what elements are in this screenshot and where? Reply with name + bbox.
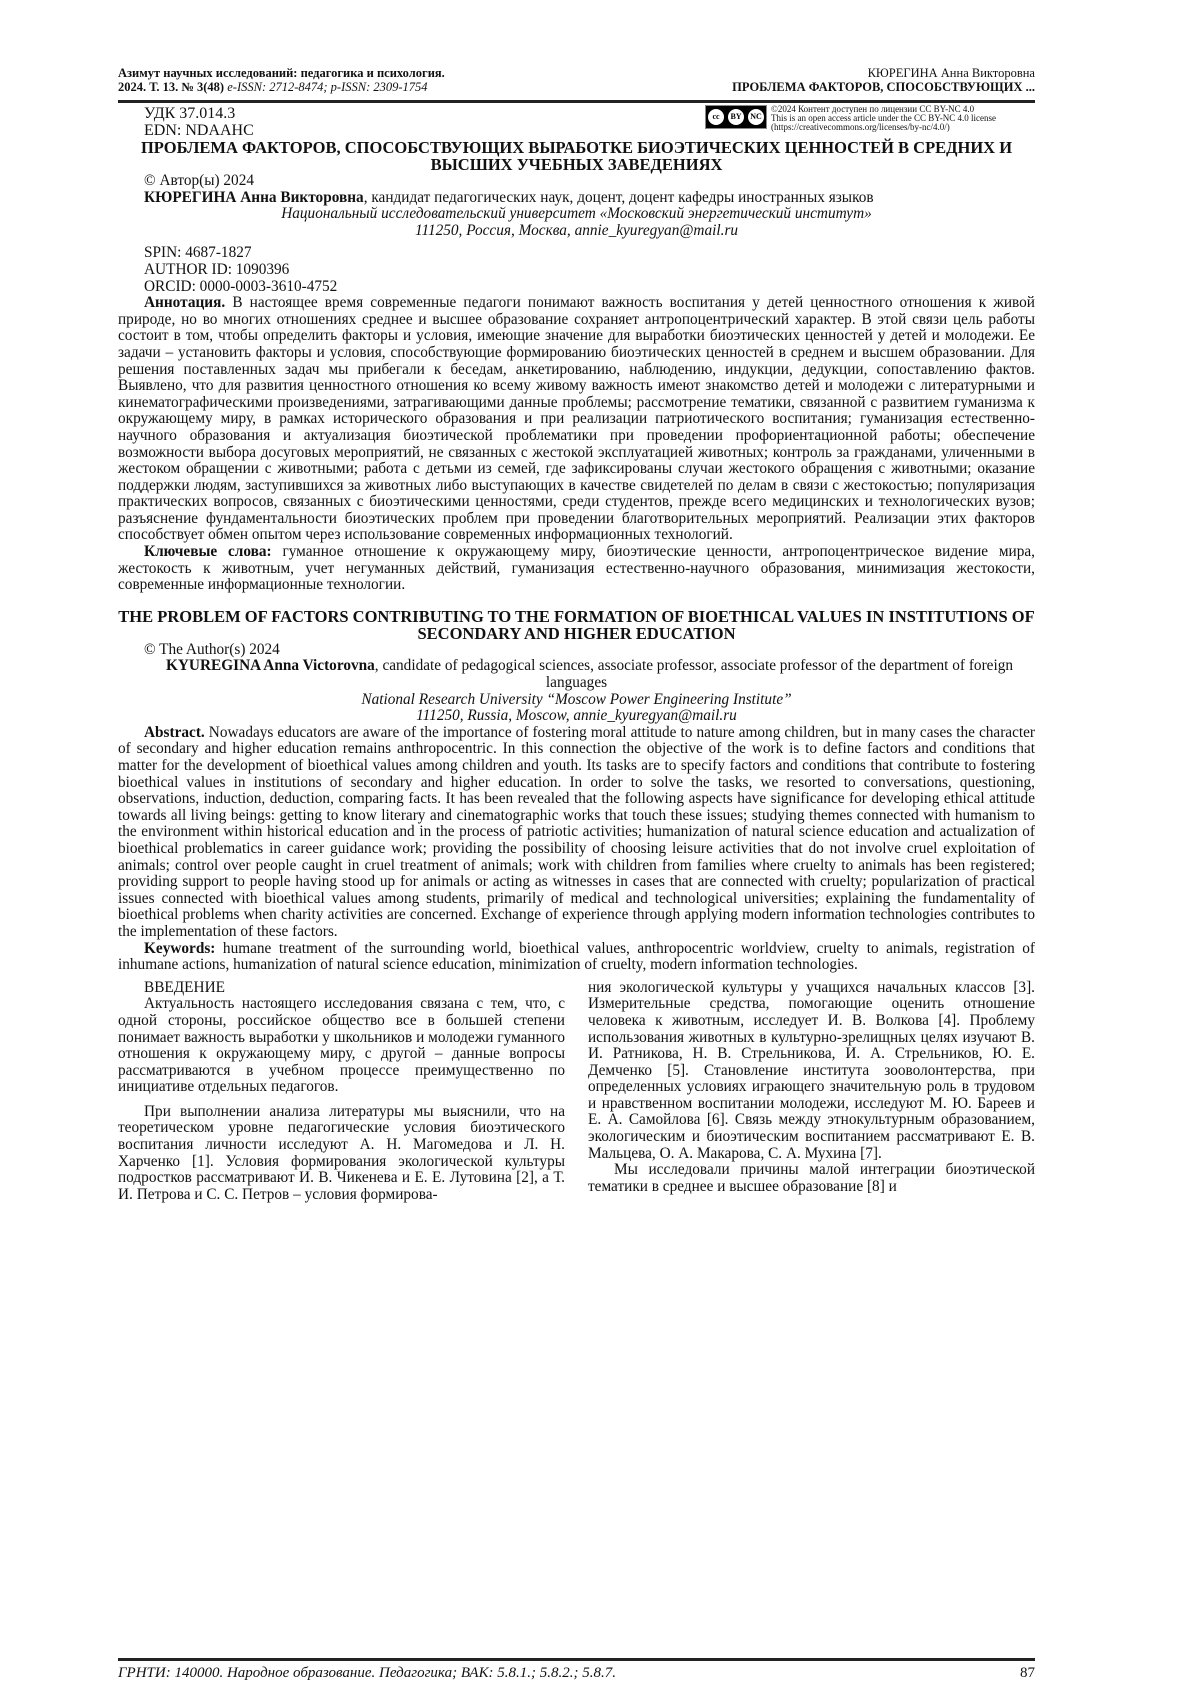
body-paragraph: Мы исследовали причины малой интеграции биоэтической тематики в среднее и высшее образование [8] и [588,1161,1035,1195]
affiliation-en: National Research University “Moscow Power Engineering Institute” [361,690,792,708]
license-link[interactable]: (https://creativecommons.org/licenses/by-nc/4.0/) [771,122,950,132]
author-ru: КЮРЕГИНА Анна Викторовна, кандидат педагогических наук, доцент, доцент кафедры иностранных языков [144,188,874,206]
keywords-en: Keywords: humane treatment of the surrounding world, bioethical values, anthropocentric worldview, cruelty to animals, registration of inhumane actions, humanization of natural science education, minimization of cruelty, modern information technologies. [118,939,1035,974]
cc-by-nc-badge-icon: cc BY NC [705,105,767,129]
keywords-ru: Ключевые слова: гуманное отношение к окружающему миру, биоэтические ценности, антропоцентрическое видение мира, жестокость к животным, учет негуманных действий, гуманизация естественно-научного образования, минимизация жестокости, современные информационные технологии. [118,543,1035,594]
body-paragraph: ния экологической культуры у учащихся начальных классов [3]. Измерительные средства, помогающие оценить отношение человека к животным, исследует И. В. Волкова [4]. Проблему использования животных в культурно-зрелищных целях изучают В. И. Ратникова, Н. В. Стрельникова, И. А. Стрельников, Ю. Е. Демченко [5]. Становление института зооволонтерства, при определенных условиях играющего значительную роль в трудовом и нравственном воспитании молодежи, исследуют М. Ю. Бареев и Е. А. Самойлова [6]. Связь между этнокультурным образованием, экологическим и биоэтическим воспитанием рассматривают Е. В. Мальцева, О. А. Макарова, С. А. Мухина [7]. [588,978,1035,1162]
body-paragraph: При выполнении анализа литературы мы выяснили, что на теоретическом уровне педагогические условия биоэтического воспитания личности исследуют А. Н. Магомедова и Л. Н. Харченко [1]. Условия формирования экологической культуры подростков рассматривают И. В. Чикенева и Е. Е. Лутовина [2], а Т. И. Петрова и С. С. Петров – условия формирова- [118,1102,565,1203]
license-block: cc BY NC ©2024 Контент доступен по лицензии CC BY-NC 4.0 This is an open access article under the CC BY-NC 4.0 license (https://creativecommons.org/licenses/by-nc/4.0/) [705,105,1035,139]
body-paragraph: Актуальность настоящего исследования связана с тем, что, с одной стороны, российское общество все в большей степени понимает важность выработки у школьников и молодежи гуманного отношения к окружающему миру, с другой – данные вопросы рассматриваются в учебном процессе преимущественно по инициативе отдельных педагогов. [118,995,565,1096]
article-page [118,66,1035,1203]
author-id: AUTHOR ID: 1090396 [144,260,290,278]
issue-info: 2024. Т. 13. № 3(48) [118,80,225,94]
author-en: KYUREGINA Anna Victorovna, candidate of pedagogical sciences, associate professor, associate professor of the department of foreign languages [165,657,1014,692]
right-column [588,980,1035,1204]
issn-info: e-ISSN: 2712-8474; p-ISSN: 2309-1754 [224,80,428,94]
header-author: КЮРЕГИНА Анна Викторовна [867,66,1035,80]
abstract-ru: Аннотация. В настоящее время современные педагоги понимают важность воспитания у детей ценностного отношения к живой природе, но во многих отношениях среднее и высшее образование сохраняет антропоцентрический характер. В этой связи цель работы состоит в том, чтобы определить факторы и условия, имеющие значение для выработки биоэтических ценностей у детей и молодежи. Ее задачи – установить факторы и условия, способствующие формированию биоэтических ценностей в среднем и высшем образовании. Для решения поставленных задач мы прибегали к беседам, анкетированию, наблюдению, индукции, дедукции, сопоставлению фактов. Выявлено, что для развития ценностного отношения ко всему живому важность имеют знакомство детей и молодежи с литературными и кинематографическими произведениями, затрагивающими данные проблемы; рассмотрение тематики, связанной с развитием гуманизма к окружающему миру, в рамках исторического образования и при реализации патриотического воспитания; гуманизация естественно-научного образования и актуализация биоэтической проблематики при проведении профориентационной работы; обеспечение возможности выбора досуговых мероприятий, не связанных с жестокой эксплуатацией животных; контроль за гражданами, уличенными в жестоком обращении с животными; работа с детьми из семей, где зафиксированы случаи жестокого обращения с животными; оказание поддержки людям, заступившихся за животных либо выступающих в качестве свидетелей по делам в связи с жестокостью; популяризация практических вопросов, связанных с биоэтическими ценностями, среди студентов, прежде всего медицинских и технологических вузов; разъяснение фундаментальности биоэтических проблем при проведении благотворительных мероприятий. Реализации этих факторов способствует обмен опытом через использование современных информационных технологий. [118,294,1035,544]
journal-name: Азимут научных исследований: педагогика и психология. [118,66,445,80]
section-heading: ВВЕДЕНИЕ [144,978,225,996]
body-columns [118,980,1035,1204]
edn: EDN: NDAAHC [144,122,254,139]
udk: УДК 37.014.3 [144,105,236,122]
header-short-title: ПРОБЛЕМА ФАКТОРОВ, СПОСОБСТВУЮЩИХ ... [732,80,1035,94]
classification: ГРНТИ: 140000. Народное образование. Педагогика; ВАК: 5.8.1.; 5.8.2.; 5.8.7. [118,1665,617,1681]
header-divider [118,100,1035,103]
address-en: 111250, Russia, Moscow, annie_kyuregyan@mail.ru [416,707,737,725]
page-number: 87 [1020,1665,1035,1681]
copyright-ru: © Автор(ы) 2024 [144,172,254,189]
copyright-en: © The Author(s) 2024 [144,640,280,658]
orcid: ORCID: 0000-0003-3610-4752 [144,277,338,295]
affiliation-ru: Национальный исследовательский университет «Московский энергетический институт» [281,205,872,223]
title-ru: ПРОБЛЕМА ФАКТОРОВ, СПОСОБСТВУЮЩИХ ВЫРАБОТКЕ БИОЭТИЧЕСКИХ ЦЕННОСТЕЙ В СРЕДНИХ И ВЫСШИХ УЧЕБНЫХ ЗАВЕДЕНИЯХ [140,138,1013,174]
page-footer [118,1658,1035,1682]
address-ru: 111250, Россия, Москва, annie_kyuregyan@mail.ru [414,221,739,239]
title-en: THE PROBLEM OF FACTORS CONTRIBUTING TO THE FORMATION OF BIOETHICAL VALUES IN INSTITUTIONS OF SECONDARY AND HIGHER EDUCATION [118,606,1035,643]
running-header [118,66,1035,94]
left-column [118,980,565,1204]
spin: SPIN: 4687-1827 [144,244,252,262]
abstract-en: Abstract. Nowadays educators are aware of the importance of fostering moral attitude to nature among children, but in many cases the character of secondary and higher education remains anthropocentric. In this connection the objective of the work is to define factors and conditions that matter for the development of bioethical values among children and youth. Its tasks are to specify factors and conditions that contribute to fostering bioethical values in institutions of secondary and higher education. In order to solve the tasks, we resorted to conversations, questioning, observations, induction, deduction, comparing facts. It has been revealed that the following aspects have significance for developing ethical attitude towards all living beings: getting to know literary and cinematographic works that touch these issues; studying themes connected with humanism to the environment within historical education and in the process of patriotic activities; humanization of natural science education and actualization of bioethical problematics in career guidance work; providing the possibility of choosing leisure activities that do not involve cruel exploitation of animals; control over people caught in cruel treatment of animals; work with children from families where cruelty to animals has been registered; providing support to people having stood up for animals or acting as witnesses in cases that are connected with cruelty; popularization of practical issues connected with bioethical values among students, primarily of medical and technological universities; explaining the fundamentality of bioethical problems when charity activities are concerned. Exchange of experience through applying modern information technologies contributes to the implementation of these factors. [118,723,1035,940]
